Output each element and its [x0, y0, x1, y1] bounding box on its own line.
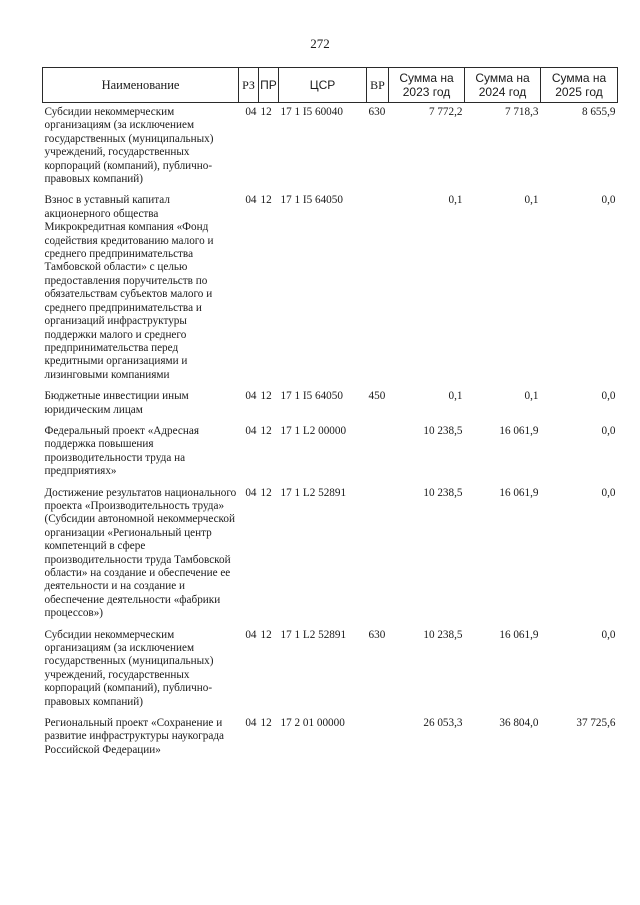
row-sum-2024: 16 061,9 [499, 486, 539, 499]
table-row [43, 103, 618, 195]
table-row [43, 717, 618, 765]
header-vr: ВР [367, 68, 389, 103]
row-sum-2024: 7 718,3 [504, 106, 539, 118]
table-row [43, 390, 618, 425]
row-sum-2025: 0,0 [601, 628, 616, 641]
header-pr: ПР [259, 68, 279, 103]
row-name: Субсидии некоммерческим организациям (за исключением государственных (муниципальных) учреждений, государственных корпораций (компаний), публично-правовых компаний) [44, 106, 214, 186]
row-rz: 04 [245, 717, 257, 730]
row-rz: 04 [245, 628, 257, 641]
row-sum-2025: 37 725,6 [576, 717, 616, 730]
row-vr [367, 487, 389, 629]
row-sum-2024: 0,1 [524, 390, 539, 403]
header-sum-2025: Сумма на 2025 год [541, 68, 618, 103]
page-number: 272 [310, 36, 330, 51]
header-rz: РЗ [239, 68, 259, 103]
row-pr: 12 [260, 106, 272, 118]
row-vr: 450 [368, 390, 386, 403]
row-sum-2025: 0,0 [601, 486, 616, 499]
row-rz: 04 [245, 486, 257, 499]
row-csr: 17 1 L2 00000 [280, 424, 347, 437]
row-sum-2024: 36 804,0 [499, 717, 539, 730]
row-csr: 17 1 I5 64050 [280, 194, 343, 207]
row-sum-2023: 26 053,3 [423, 717, 463, 730]
row-sum-2023: 0,1 [448, 194, 463, 207]
row-name: Взнос в уставный капитал акционерного общества Микрокредитная компания «Фонд содействия кредитованию малого и среднего предпринимательства Тамбовской области» с целью предоставления поручительств по обязательствам субъектов малого и среднего предпринимательства и организаций инфраструктуры поддержки малого и среднего предпринимательства перед кредитными организациями и лизинговыми компаниями [44, 194, 214, 381]
table-row [43, 425, 618, 487]
row-sum-2025: 0,0 [601, 424, 616, 437]
row-csr: 17 1 I5 64050 [280, 390, 343, 403]
table-row [43, 487, 618, 629]
row-pr: 12 [260, 628, 272, 641]
row-rz: 04 [245, 424, 257, 437]
row-rz: 04 [245, 390, 257, 403]
table-row [43, 629, 618, 717]
row-name: Бюджетные инвестиции иным юридическим лицам [44, 390, 189, 416]
row-pr: 12 [260, 424, 272, 437]
row-pr: 12 [260, 390, 272, 403]
row-sum-2024: 16 061,9 [499, 628, 539, 641]
row-vr [367, 194, 389, 390]
header-sum-2023: Сумма на 2023 год [389, 68, 465, 103]
row-name: Субсидии некоммерческим организациям (за исключением государственных (муниципальных) учреждений, государственных корпораций (компаний), публично-правовых компаний) [44, 628, 214, 708]
row-csr: 17 1 I5 60040 [280, 106, 343, 118]
row-sum-2025: 0,0 [601, 390, 616, 403]
budget-table [42, 67, 618, 765]
row-vr [367, 425, 389, 487]
row-csr: 17 1 L2 52891 [280, 486, 347, 499]
row-vr: 630 [368, 628, 386, 641]
row-pr: 12 [260, 486, 272, 499]
row-sum-2025: 8 655,9 [581, 106, 616, 118]
row-pr: 12 [260, 717, 272, 730]
header-csr: ЦСР [279, 68, 367, 103]
row-name: Достижение результатов национального проекта «Производительность труда» (Субсидии автономной некоммерческой организации «Региональный центр компетенций в сфере производительности труда Тамбовской области» на создание и обеспечение ее деятельности и на создание и обеспечение деятельности «фабрики процессов») [44, 486, 237, 620]
row-sum-2023: 10 238,5 [423, 424, 463, 437]
row-sum-2024: 16 061,9 [499, 424, 539, 437]
row-pr: 12 [260, 194, 272, 207]
row-csr: 17 2 01 00000 [280, 717, 345, 730]
header-name: Наименование [43, 68, 239, 103]
row-rz: 04 [245, 106, 257, 118]
row-sum-2025: 0,0 [601, 194, 616, 207]
row-sum-2023: 0,1 [448, 390, 463, 403]
row-name: Федеральный проект «Адресная поддержка повышения производительности труда на предприятиях» [44, 424, 199, 478]
row-sum-2023: 10 238,5 [423, 628, 463, 641]
table-header-row [43, 68, 618, 103]
row-vr [367, 717, 389, 765]
row-csr: 17 1 L2 52891 [280, 628, 347, 641]
header-sum-2024: Сумма на 2024 год [465, 68, 541, 103]
table-row [43, 194, 618, 390]
row-sum-2023: 10 238,5 [423, 486, 463, 499]
row-vr: 630 [368, 106, 386, 118]
row-sum-2024: 0,1 [524, 194, 539, 207]
row-rz: 04 [245, 194, 257, 207]
row-sum-2023: 7 772,2 [428, 106, 463, 118]
row-name: Региональный проект «Сохранение и развитие инфраструктуры наукограда Российской Федерации» [44, 717, 224, 756]
